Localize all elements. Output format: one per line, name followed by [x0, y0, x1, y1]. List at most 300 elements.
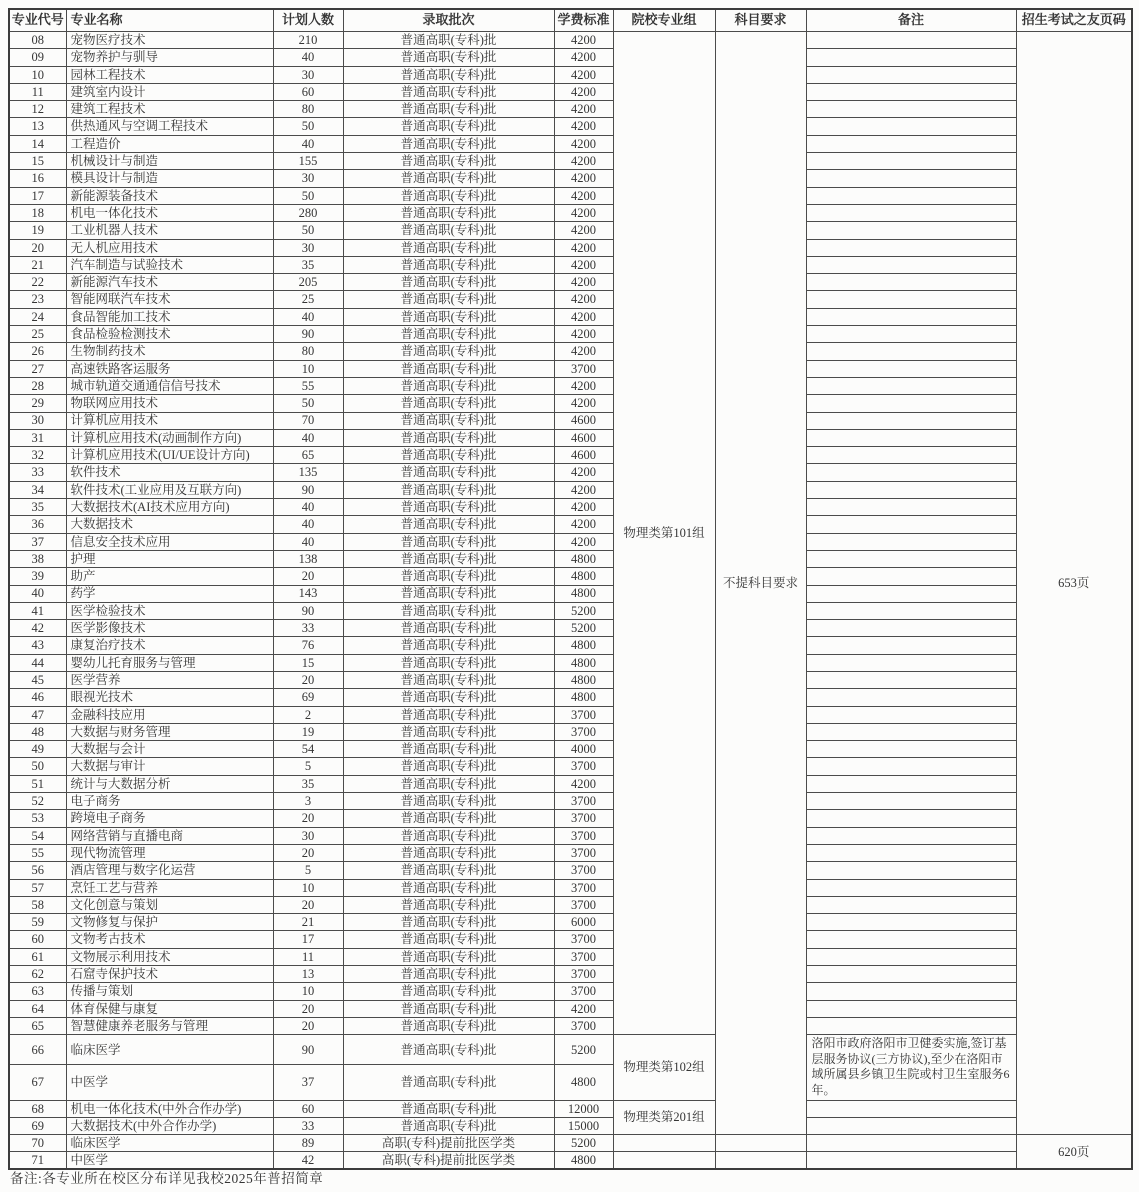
- cell-plan-count: 20: [273, 1017, 343, 1034]
- cell-major-code: 34: [9, 481, 66, 498]
- cell-major-name: 康复治疗技术: [66, 637, 273, 654]
- table-row: [9, 499, 1132, 516]
- cell-plan-count: 20: [273, 810, 343, 827]
- cell-major-name: 助产: [66, 568, 273, 585]
- table-row: [9, 1017, 1132, 1034]
- cell-major-code: 09: [9, 49, 66, 66]
- cell-admission-batch: 普通高职(专科)批: [343, 1017, 554, 1034]
- cell-remark: [806, 66, 1016, 83]
- cell-major-code: 16: [9, 170, 66, 187]
- cell-plan-count: 280: [273, 204, 343, 221]
- cell-major-name: 中医学: [66, 1152, 273, 1169]
- cell-admission-batch: 普通高职(专科)批: [343, 49, 554, 66]
- cell-major-name: 大数据与会计: [66, 741, 273, 758]
- cell-major-code: 39: [9, 568, 66, 585]
- cell-remark: [806, 516, 1016, 533]
- cell-remark: [806, 775, 1016, 792]
- cell-major-code: 25: [9, 326, 66, 343]
- cell-plan-count: 15: [273, 654, 343, 671]
- cell-major-code: 68: [9, 1100, 66, 1117]
- cell-remark: [806, 1017, 1016, 1034]
- table-row: [9, 585, 1132, 602]
- cell-plan-count: 5: [273, 758, 343, 775]
- cell-tuition: 4000: [554, 741, 613, 758]
- cell-tuition: 5200: [554, 620, 613, 637]
- cell-plan-count: 40: [273, 533, 343, 550]
- cell-tuition: 5200: [554, 602, 613, 619]
- table-row: [9, 239, 1132, 256]
- cell-admission-batch: 普通高职(专科)批: [343, 585, 554, 602]
- table-row: [9, 723, 1132, 740]
- cell-tuition: 3700: [554, 706, 613, 723]
- cell-tuition: 4200: [554, 395, 613, 412]
- cell-tuition: 3700: [554, 1017, 613, 1034]
- cell-admission-batch: 普通高职(专科)批: [343, 1035, 554, 1065]
- cell-admission-batch: 普通高职(专科)批: [343, 1117, 554, 1134]
- cell-admission-batch: 普通高职(专科)批: [343, 741, 554, 758]
- cell-tuition: 3700: [554, 966, 613, 983]
- cell-plan-count: 69: [273, 689, 343, 706]
- cell-major-code: 22: [9, 274, 66, 291]
- cell-admission-batch: 普通高职(专科)批: [343, 758, 554, 775]
- cell-admission-batch: 普通高职(专科)批: [343, 204, 554, 221]
- cell-admission-batch: 普通高职(专科)批: [343, 827, 554, 844]
- cell-major-name: 新能源汽车技术: [66, 274, 273, 291]
- cell-plan-count: 20: [273, 1000, 343, 1017]
- cell-admission-batch: 普通高职(专科)批: [343, 377, 554, 394]
- cell-tuition: 4800: [554, 1152, 613, 1169]
- cell-major-code: 61: [9, 948, 66, 965]
- table-row: [9, 204, 1132, 221]
- cell-major-name: 园林工程技术: [66, 66, 273, 83]
- table-row: [9, 775, 1132, 792]
- cell-plan-count: 90: [273, 326, 343, 343]
- table-row: [9, 844, 1132, 861]
- cell-major-name: 建筑工程技术: [66, 101, 273, 118]
- table-row: [9, 706, 1132, 723]
- cell-tuition: 4200: [554, 135, 613, 152]
- cell-remark: [806, 931, 1016, 948]
- cell-major-code: 30: [9, 412, 66, 429]
- cell-major-name: 医学营养: [66, 671, 273, 688]
- cell-remark: [806, 671, 1016, 688]
- cell-tuition: 4200: [554, 326, 613, 343]
- cell-admission-batch: 普通高职(专科)批: [343, 153, 554, 170]
- cell-major-code: 28: [9, 377, 66, 394]
- cell-admission-batch: 高职(专科)提前批医学类: [343, 1152, 554, 1169]
- table-row: [9, 568, 1132, 585]
- cell-plan-count: 20: [273, 896, 343, 913]
- cell-remark: [806, 844, 1016, 861]
- cell-major-code: 37: [9, 533, 66, 550]
- cell-remark: [806, 741, 1016, 758]
- cell-remark: [806, 291, 1016, 308]
- cell-subject: [715, 1152, 806, 1169]
- cell-remark: [806, 222, 1016, 239]
- table-row: [9, 481, 1132, 498]
- table-row: [9, 32, 1132, 49]
- cell-subject: [715, 1135, 806, 1152]
- cell-subject: 不提科目要求: [715, 32, 806, 1135]
- cell-tuition: 4200: [554, 187, 613, 204]
- cell-major-code: 46: [9, 689, 66, 706]
- cell-remark: [806, 1100, 1016, 1117]
- cell-plan-count: 19: [273, 723, 343, 740]
- cell-major-code: 33: [9, 464, 66, 481]
- cell-major-code: 69: [9, 1117, 66, 1134]
- cell-major-name: 机电一体化技术(中外合作办学): [66, 1100, 273, 1117]
- cell-admission-batch: 普通高职(专科)批: [343, 118, 554, 135]
- cell-group: 物理类第201组: [613, 1100, 715, 1135]
- table-row: [9, 343, 1132, 360]
- cell-plan-count: 2: [273, 706, 343, 723]
- cell-remark: [806, 1000, 1016, 1017]
- cell-plan-count: 20: [273, 844, 343, 861]
- cell-plan-count: 20: [273, 568, 343, 585]
- cell-remark: [806, 447, 1016, 464]
- cell-plan-count: 80: [273, 343, 343, 360]
- cell-group: 物理类第102组: [613, 1035, 715, 1100]
- cell-remark: [806, 395, 1016, 412]
- cell-plan-count: 33: [273, 620, 343, 637]
- cell-plan-count: 54: [273, 741, 343, 758]
- cell-admission-batch: 普通高职(专科)批: [343, 671, 554, 688]
- cell-major-name: 中医学: [66, 1065, 273, 1100]
- cell-major-name: 软件技术: [66, 464, 273, 481]
- cell-major-name: 石窟寺保护技术: [66, 966, 273, 983]
- cell-remark: [806, 204, 1016, 221]
- cell-admission-batch: 普通高职(专科)批: [343, 966, 554, 983]
- cell-major-name: 文物考古技术: [66, 931, 273, 948]
- cell-plan-count: 80: [273, 101, 343, 118]
- table-row: [9, 896, 1132, 913]
- col-header-page-number: 招生考试之友页码: [1016, 9, 1132, 32]
- table-row: [9, 516, 1132, 533]
- table-row: [9, 793, 1132, 810]
- col-header-major-group: 院校专业组: [613, 9, 715, 32]
- cell-major-code: 50: [9, 758, 66, 775]
- cell-tuition: 4200: [554, 377, 613, 394]
- cell-remark: [806, 948, 1016, 965]
- cell-admission-batch: 普通高职(专科)批: [343, 481, 554, 498]
- cell-admission-batch: 普通高职(专科)批: [343, 706, 554, 723]
- cell-remark: [806, 360, 1016, 377]
- table-row: [9, 66, 1132, 83]
- cell-tuition: 3700: [554, 793, 613, 810]
- cell-major-name: 眼视光技术: [66, 689, 273, 706]
- cell-plan-count: 50: [273, 222, 343, 239]
- cell-major-code: 64: [9, 1000, 66, 1017]
- cell-tuition: 4600: [554, 447, 613, 464]
- cell-admission-batch: 普通高职(专科)批: [343, 135, 554, 152]
- table-row: [9, 101, 1132, 118]
- cell-major-name: 城市轨道交通通信信号技术: [66, 377, 273, 394]
- cell-tuition: 4200: [554, 153, 613, 170]
- cell-tuition: 4600: [554, 412, 613, 429]
- cell-major-code: 48: [9, 723, 66, 740]
- cell-remark: [806, 1135, 1016, 1152]
- cell-remark: [806, 170, 1016, 187]
- table-row: [9, 1035, 1132, 1065]
- cell-admission-batch: 普通高职(专科)批: [343, 948, 554, 965]
- cell-tuition: 3700: [554, 723, 613, 740]
- cell-major-name: 医学检验技术: [66, 602, 273, 619]
- cell-admission-batch: 普通高职(专科)批: [343, 602, 554, 619]
- cell-plan-count: 40: [273, 49, 343, 66]
- cell-plan-count: 20: [273, 671, 343, 688]
- cell-major-name: 汽车制造与试验技术: [66, 256, 273, 273]
- cell-plan-count: 5: [273, 862, 343, 879]
- cell-remark: [806, 810, 1016, 827]
- cell-major-code: 13: [9, 118, 66, 135]
- cell-plan-count: 10: [273, 360, 343, 377]
- cell-remark: [806, 256, 1016, 273]
- cell-major-name: 食品检验检测技术: [66, 326, 273, 343]
- cell-major-code: 66: [9, 1035, 66, 1065]
- cell-tuition: 12000: [554, 1100, 613, 1117]
- cell-tuition: 4200: [554, 204, 613, 221]
- table-row: [9, 291, 1132, 308]
- cell-plan-count: 50: [273, 395, 343, 412]
- cell-major-code: 59: [9, 914, 66, 931]
- cell-admission-batch: 普通高职(专科)批: [343, 862, 554, 879]
- cell-major-code: 26: [9, 343, 66, 360]
- cell-major-name: 模具设计与制造: [66, 170, 273, 187]
- cell-admission-batch: 普通高职(专科)批: [343, 793, 554, 810]
- cell-plan-count: 35: [273, 256, 343, 273]
- cell-major-name: 计算机应用技术: [66, 412, 273, 429]
- cell-plan-count: 138: [273, 550, 343, 567]
- cell-remark: [806, 568, 1016, 585]
- cell-tuition: 3700: [554, 931, 613, 948]
- table-row: [9, 412, 1132, 429]
- cell-page-ref: 653页: [1016, 32, 1132, 1135]
- table-row: [9, 620, 1132, 637]
- cell-major-code: 14: [9, 135, 66, 152]
- table-row: [9, 360, 1132, 377]
- cell-major-name: 计算机应用技术(动画制作方向): [66, 429, 273, 446]
- col-header-subject-requirement: 科目要求: [715, 9, 806, 32]
- cell-admission-batch: 普通高职(专科)批: [343, 810, 554, 827]
- cell-major-code: 38: [9, 550, 66, 567]
- cell-remark: [806, 377, 1016, 394]
- cell-major-code: 15: [9, 153, 66, 170]
- cell-admission-batch: 普通高职(专科)批: [343, 395, 554, 412]
- cell-remark: [806, 602, 1016, 619]
- table-row: [9, 274, 1132, 291]
- cell-major-name: 信息安全技术应用: [66, 533, 273, 550]
- cell-tuition: 4200: [554, 256, 613, 273]
- cell-major-name: 大数据技术: [66, 516, 273, 533]
- cell-tuition: 4200: [554, 118, 613, 135]
- cell-admission-batch: 普通高职(专科)批: [343, 170, 554, 187]
- cell-major-code: 11: [9, 83, 66, 100]
- header-row: [9, 9, 1132, 32]
- table-row: [9, 966, 1132, 983]
- cell-major-name: 医学影像技术: [66, 620, 273, 637]
- cell-tuition: 4800: [554, 1065, 613, 1100]
- cell-remark: [806, 550, 1016, 567]
- cell-remark: [806, 620, 1016, 637]
- cell-major-code: 27: [9, 360, 66, 377]
- cell-tuition: 4800: [554, 671, 613, 688]
- table-row: [9, 83, 1132, 100]
- cell-plan-count: 40: [273, 429, 343, 446]
- cell-admission-batch: 普通高职(专科)批: [343, 464, 554, 481]
- cell-tuition: 4200: [554, 533, 613, 550]
- table-row: [9, 256, 1132, 273]
- col-header-major-name: 专业名称: [66, 9, 273, 32]
- table-row: [9, 983, 1132, 1000]
- cell-tuition: 4800: [554, 637, 613, 654]
- admission-plan-table: [8, 8, 1133, 1170]
- cell-major-name: 跨境电子商务: [66, 810, 273, 827]
- cell-tuition: 4200: [554, 49, 613, 66]
- cell-major-code: 55: [9, 844, 66, 861]
- col-header-tuition: 学费标准: [554, 9, 613, 32]
- cell-tuition: 5200: [554, 1035, 613, 1065]
- cell-major-code: 29: [9, 395, 66, 412]
- cell-tuition: 15000: [554, 1117, 613, 1134]
- cell-major-code: 10: [9, 66, 66, 83]
- cell-remark: [806, 637, 1016, 654]
- cell-remark: [806, 896, 1016, 913]
- cell-plan-count: 30: [273, 66, 343, 83]
- cell-major-code: 58: [9, 896, 66, 913]
- cell-admission-batch: 普通高职(专科)批: [343, 499, 554, 516]
- cell-remark: [806, 499, 1016, 516]
- cell-plan-count: 10: [273, 879, 343, 896]
- table-row: [9, 135, 1132, 152]
- cell-plan-count: 155: [273, 153, 343, 170]
- cell-major-name: 软件技术(工业应用及互联方向): [66, 481, 273, 498]
- cell-remark: [806, 274, 1016, 291]
- cell-page-ref: 620页: [1016, 1135, 1132, 1170]
- table-row: [9, 464, 1132, 481]
- cell-admission-batch: 普通高职(专科)批: [343, 222, 554, 239]
- cell-tuition: 4200: [554, 775, 613, 792]
- table-row: [9, 671, 1132, 688]
- cell-admission-batch: 普通高职(专科)批: [343, 360, 554, 377]
- cell-admission-batch: 普通高职(专科)批: [343, 983, 554, 1000]
- cell-major-name: 烹饪工艺与营养: [66, 879, 273, 896]
- cell-remark: [806, 153, 1016, 170]
- cell-remark: [806, 464, 1016, 481]
- cell-tuition: 4200: [554, 464, 613, 481]
- cell-major-name: 宠物医疗技术: [66, 32, 273, 49]
- cell-admission-batch: 普通高职(专科)批: [343, 896, 554, 913]
- cell-remark: [806, 862, 1016, 879]
- cell-admission-batch: 普通高职(专科)批: [343, 308, 554, 325]
- cell-remark: [806, 481, 1016, 498]
- cell-major-name: 工业机器人技术: [66, 222, 273, 239]
- cell-major-name: 大数据技术(中外合作办学): [66, 1117, 273, 1134]
- table-row: [9, 637, 1132, 654]
- cell-admission-batch: 普通高职(专科)批: [343, 239, 554, 256]
- cell-major-name: 药学: [66, 585, 273, 602]
- cell-admission-batch: 普通高职(专科)批: [343, 447, 554, 464]
- cell-major-name: 婴幼儿托育服务与管理: [66, 654, 273, 671]
- cell-tuition: 3700: [554, 879, 613, 896]
- cell-remark: [806, 429, 1016, 446]
- table-row: [9, 429, 1132, 446]
- table-row: [9, 654, 1132, 671]
- cell-tuition: 3700: [554, 948, 613, 965]
- cell-remark: [806, 706, 1016, 723]
- cell-plan-count: 55: [273, 377, 343, 394]
- cell-remark: [806, 585, 1016, 602]
- table-row: [9, 395, 1132, 412]
- cell-admission-batch: 普通高职(专科)批: [343, 879, 554, 896]
- cell-remark: [806, 343, 1016, 360]
- cell-admission-batch: 普通高职(专科)批: [343, 32, 554, 49]
- cell-major-code: 40: [9, 585, 66, 602]
- cell-group: 物理类第101组: [613, 32, 715, 1035]
- cell-major-name: 临床医学: [66, 1135, 273, 1152]
- table-row: [9, 49, 1132, 66]
- cell-major-code: 51: [9, 775, 66, 792]
- col-header-remark: 备注: [806, 9, 1016, 32]
- cell-admission-batch: 普通高职(专科)批: [343, 775, 554, 792]
- cell-plan-count: 21: [273, 914, 343, 931]
- cell-major-code: 21: [9, 256, 66, 273]
- cell-major-code: 52: [9, 793, 66, 810]
- cell-major-name: 智慧健康养老服务与管理: [66, 1017, 273, 1034]
- cell-plan-count: 40: [273, 135, 343, 152]
- cell-major-code: 60: [9, 931, 66, 948]
- cell-remark: [806, 239, 1016, 256]
- cell-admission-batch: 高职(专科)提前批医学类: [343, 1135, 554, 1152]
- cell-major-code: 42: [9, 620, 66, 637]
- cell-tuition: 4200: [554, 516, 613, 533]
- cell-plan-count: 89: [273, 1135, 343, 1152]
- cell-major-name: 统计与大数据分析: [66, 775, 273, 792]
- cell-tuition: 4200: [554, 222, 613, 239]
- cell-tuition: 4200: [554, 83, 613, 100]
- table-row: [9, 153, 1132, 170]
- cell-major-name: 宠物养护与驯导: [66, 49, 273, 66]
- table-row: [9, 533, 1132, 550]
- cell-major-name: 体育保健与康复: [66, 1000, 273, 1017]
- cell-remark: [806, 412, 1016, 429]
- cell-tuition: 4800: [554, 550, 613, 567]
- cell-major-name: 新能源装备技术: [66, 187, 273, 204]
- cell-plan-count: 10: [273, 983, 343, 1000]
- table-row: [9, 1135, 1132, 1152]
- table-row: [9, 550, 1132, 567]
- cell-plan-count: 65: [273, 447, 343, 464]
- cell-major-code: 53: [9, 810, 66, 827]
- cell-major-code: 32: [9, 447, 66, 464]
- cell-admission-batch: 普通高职(专科)批: [343, 429, 554, 446]
- table-row: [9, 689, 1132, 706]
- cell-tuition: 4200: [554, 308, 613, 325]
- table-row: [9, 1117, 1132, 1134]
- cell-remark: [806, 49, 1016, 66]
- cell-major-code: 44: [9, 654, 66, 671]
- table-row: [9, 862, 1132, 879]
- cell-major-code: 62: [9, 966, 66, 983]
- cell-remark: [806, 793, 1016, 810]
- cell-admission-batch: 普通高职(专科)批: [343, 723, 554, 740]
- cell-tuition: 3700: [554, 360, 613, 377]
- cell-admission-batch: 普通高职(专科)批: [343, 844, 554, 861]
- cell-tuition: 5200: [554, 1135, 613, 1152]
- cell-major-name: 计算机应用技术(UI/UE设计方向): [66, 447, 273, 464]
- table-row: [9, 879, 1132, 896]
- cell-major-name: 高速铁路客运服务: [66, 360, 273, 377]
- cell-major-name: 食品智能加工技术: [66, 308, 273, 325]
